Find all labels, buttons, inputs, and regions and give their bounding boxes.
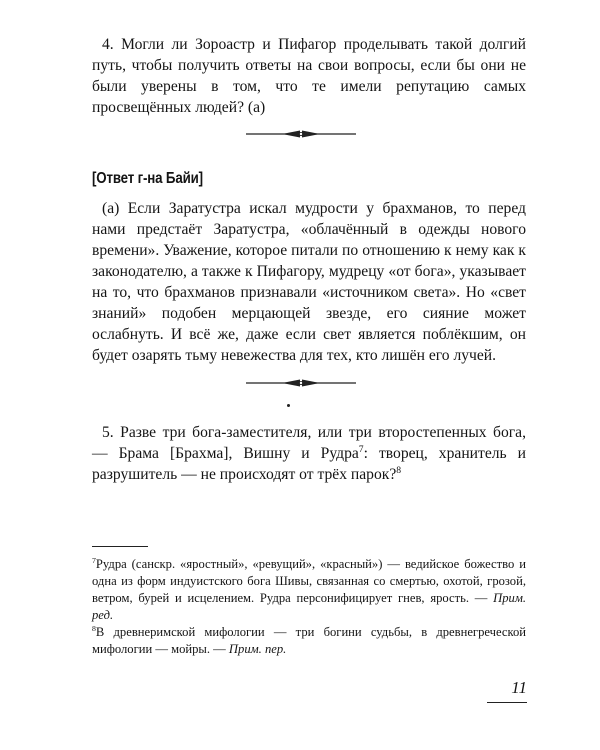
footnote-8: [92, 624, 526, 658]
question-5-paragraph: [92, 422, 526, 485]
footnote-mark-7: 7: [92, 555, 96, 565]
footnote-8-note: Прим. пер.: [228, 642, 287, 656]
footnote-7-text: Рудра (санскр. «яростный», «ревущий», «красный») — ведийское божество и одна из форм индуистского бога Шивы, связанная со смертью, охотой, грозой, ветром, бурей и исцелением. Рудра персонифицирует гнев, ярость. —: [92, 557, 526, 605]
answer-paragraph: (а) Если Заратустра искал мудрости у брахманов, то перед нами предстаёт Заратустра, «облачённый в одежды нового времени». Уважение, которое питали по отношению к нему как к законодателю, а также к Пифагору, мудрецу «от бога», указывает на то, что брахманов признавали «источником света». Но «свет знаний» подобен мерцающей звезде, его сияние может ослабнуть. И всё же, даже если свет является поблёкшим, он будет озарять тьму невежества для тех, кто лишён его лучей.: [92, 200, 526, 364]
print-speck: [287, 404, 290, 407]
question-4-paragraph: 4. Могли ли Зороастр и Пифагор проделывать такой долгий путь, чтобы получить ответы на свои вопросы, если бы они не были уверены в том, что те имели репутацию самых просвещённых людей? (а): [92, 36, 526, 116]
footnote-reference-8: 8: [396, 464, 402, 476]
page-number: 11: [511, 678, 527, 697]
page-number-rule: [487, 702, 527, 703]
footnote-8-text: В древнеримской мифологии — три богини судьбы, в древнегреческой мифологии — мойры. —: [92, 625, 526, 656]
answer-heading: [Ответ г-на Байи]: [92, 170, 203, 187]
question-5-text: 5. Разве три бога-заместителя, или три второстепенных бога, — Брама [Брахма], Вишну и Рудра: [92, 424, 526, 462]
footnote-7: [92, 556, 526, 624]
footnote-separator: [92, 546, 148, 547]
ornamental-divider: [246, 128, 356, 140]
footnote-7-note: Прим. ред.: [92, 591, 526, 622]
ornamental-divider: [246, 377, 356, 389]
footnote-reference-7: 7: [358, 443, 364, 455]
question-5-text-continued: : творец, хранитель и разрушитель — не происходят от трёх парок?: [92, 445, 526, 483]
footnote-mark-8: 8: [92, 623, 96, 633]
